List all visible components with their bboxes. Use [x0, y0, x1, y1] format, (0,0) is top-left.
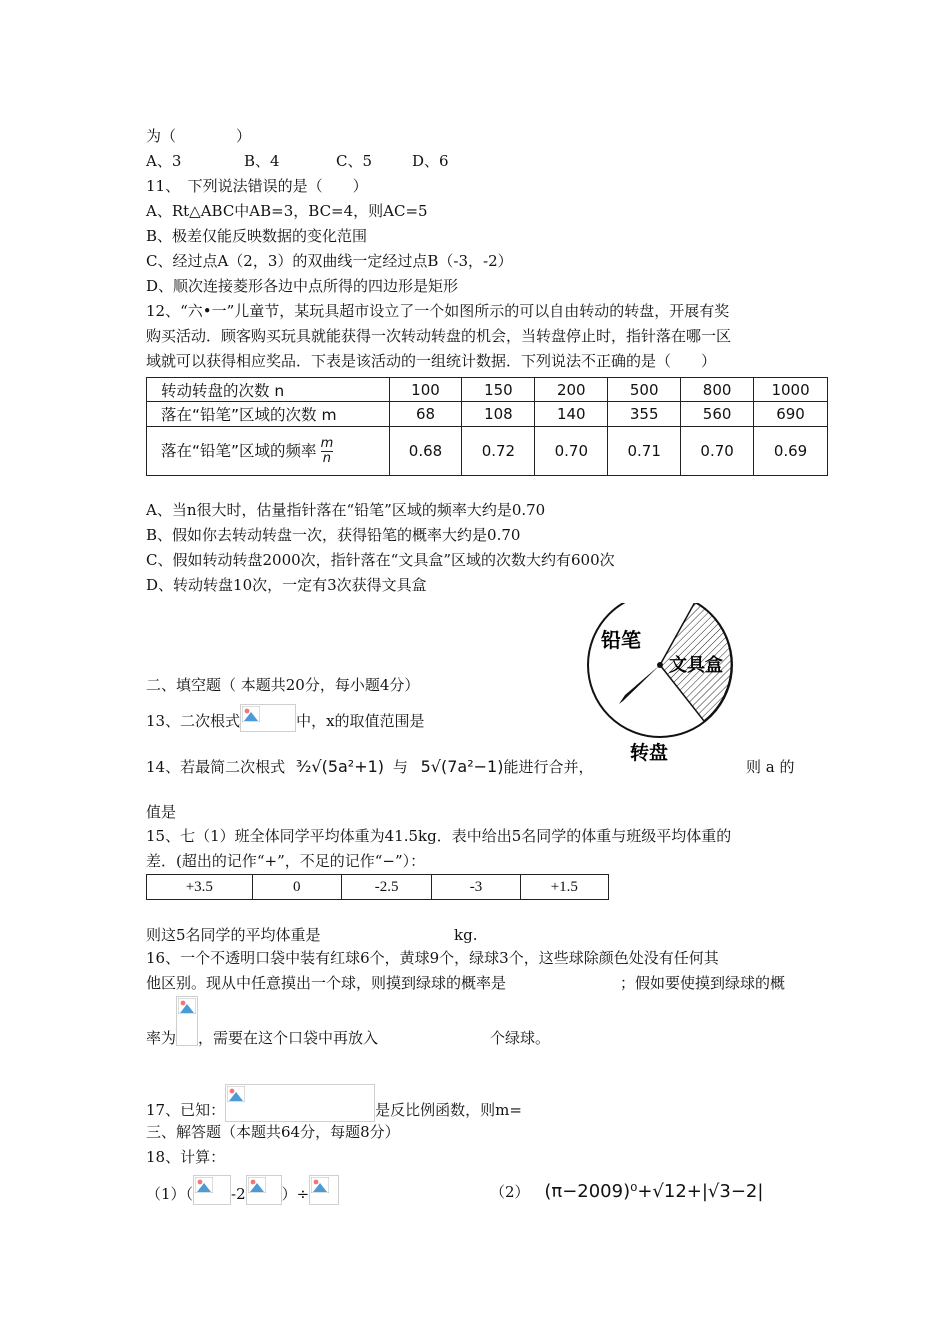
q18-part-2-label: （2） — [490, 1183, 530, 1201]
q11-option-c: C、经过点A（2，3）的双曲线一定经过点B（-3，-2） — [146, 252, 513, 270]
row-label-pencil-frequency — [147, 427, 390, 476]
q15-line-2: 差．(超出的记作“+”，不足的记作“−”）： — [146, 852, 426, 870]
q12-option-d: D、转动转盘10次，一定有3次获得文具盒 — [146, 576, 427, 594]
cell-m: 355 — [608, 402, 681, 427]
row-label-frequency-text: 落在“铅笔”区域的频率 — [161, 441, 317, 460]
cell-n: 1000 — [754, 378, 828, 402]
q15-result-unit: kg. — [454, 926, 478, 944]
table-row — [147, 875, 609, 900]
broken-image-icon — [225, 1084, 375, 1122]
q12-option-a: A、当n很大时，估量指针落在“铅笔”区域的频率大约是0.70 — [146, 501, 546, 519]
cell-diff: +3.5 — [147, 875, 253, 900]
broken-image-icon — [193, 1175, 231, 1205]
q18-stem: 18、计算： — [146, 1148, 226, 1166]
spinner-caption: 转盘 — [630, 742, 669, 764]
fraction-numerator: m — [320, 435, 334, 451]
q14-line-2: 值是 — [146, 803, 177, 821]
q13-pre: 13、二次根式 — [146, 712, 241, 730]
row-label-pencil-count: 落在“铅笔”区域的次数 m — [147, 402, 390, 427]
q12-option-c: C、假如转动转盘2000次，指针落在“文具盒”区域的次数大约有600次 — [146, 551, 615, 569]
q16-line-1: 16、一个不透明口袋中装有红球6个，黄球9个，绿球3个，这些球除颜色处没有任何其 — [146, 949, 719, 967]
q15-result — [146, 925, 477, 945]
cell-freq: 0.70 — [681, 427, 754, 476]
q12-line-2: 购买活动．顾客购买玩具就能获得一次转动转盘的机会，当转盘停止时，指针落在哪一区 — [146, 327, 732, 345]
cell-m: 140 — [535, 402, 608, 427]
q11-option-a: A、Rt△ABC中AB=3，BC=4，则AC=5 — [146, 202, 428, 220]
q10-tail: 为（ ） — [146, 127, 252, 145]
q13-post: 中，x的取值范围是 — [296, 712, 425, 730]
q10-options — [146, 151, 449, 171]
q14-pre: 14、若最简二次根式 — [146, 758, 286, 776]
q14 — [146, 757, 593, 777]
broken-image-icon — [246, 1175, 282, 1205]
q18-part-2-expr: (π−2009)⁰+√12+|√3−2| — [544, 1181, 764, 1202]
q14-tail: 则 a 的 — [746, 758, 795, 776]
q16-line-2-pre: 他区别。现从中任意摸出一个球，则摸到绿球的概率是 — [146, 974, 507, 992]
table-row — [147, 427, 828, 476]
table-row — [147, 402, 828, 427]
cell-freq: 0.69 — [754, 427, 828, 476]
fraction-denominator: n — [322, 450, 332, 466]
cell-m: 560 — [681, 402, 754, 427]
cell-diff: 0 — [252, 875, 341, 900]
cell-diff: -2.5 — [341, 875, 431, 900]
spinner-stats-table — [146, 377, 828, 476]
q10-option-d: D、6 — [412, 152, 449, 170]
q16-line-3-pre: 率为 — [146, 1029, 177, 1047]
cell-n: 100 — [389, 378, 462, 402]
q16-line-3 — [146, 1028, 550, 1048]
q14-post: 能进行合并， — [503, 758, 594, 776]
spinner-figure — [583, 603, 743, 765]
cell-n: 200 — [535, 378, 608, 402]
cell-m: 108 — [462, 402, 535, 427]
q14-mid: 与 — [392, 758, 408, 776]
q17-pre: 17、已知： — [146, 1101, 226, 1119]
cell-n: 800 — [681, 378, 754, 402]
cell-freq: 0.71 — [608, 427, 681, 476]
q11-option-d: D、顺次连接菱形各边中点所得的四边形是矩形 — [146, 277, 459, 295]
q14-expr-1: ³⁄₂√(5a²+1) — [295, 757, 385, 776]
cell-diff: -3 — [432, 875, 520, 900]
q17-post: 是反比例函数，则m= — [375, 1101, 522, 1119]
section-2-title: 二、填空题（ 本题共20分，每小题4分） — [146, 676, 420, 694]
q18-part-1 — [146, 1180, 339, 1210]
table-row — [147, 378, 828, 402]
cell-freq: 0.72 — [462, 427, 535, 476]
cell-m: 68 — [389, 402, 462, 427]
fraction-m-over-n — [321, 437, 334, 466]
cell-n: 500 — [608, 378, 681, 402]
q12-line-3: 域就可以获得相应奖品．下表是该活动的一组统计数据．下列说法不正确的是（ ） — [146, 352, 717, 370]
q18-part-2 — [490, 1182, 763, 1202]
section-3-title: 三、解答题（本题共64分，每题8分） — [146, 1123, 400, 1141]
q11-option-b: B、极差仅能反映数据的变化范围 — [146, 227, 368, 245]
row-label-spins: 转动转盘的次数 n — [147, 378, 390, 402]
q12-option-b: B、假如你去转动转盘一次，获得铅笔的概率大约是0.70 — [146, 526, 521, 544]
cell-n: 150 — [462, 378, 535, 402]
q15-line-1: 15、七（1）班全体同学平均体重为41.5kg．表中给出5名同学的体重与班级平均体重的 — [146, 827, 732, 845]
spinner-center — [657, 662, 663, 668]
cell-diff: +1.5 — [520, 875, 608, 900]
q11-stem: 11、 下列说法错误的是（ ） — [146, 177, 368, 195]
broken-image-icon — [309, 1175, 339, 1205]
q12-line-1: 12、“六•一”儿童节，某玩具超市设立了一个如图所示的可以自由转动的转盘，开展有奖 — [146, 302, 730, 320]
cell-m: 690 — [754, 402, 828, 427]
q10-option-c: C、5 — [336, 152, 373, 170]
pencil-label: 铅笔 — [601, 628, 641, 652]
q13 — [146, 708, 425, 736]
q16-line-3-post: 个绿球。 — [490, 1029, 551, 1047]
weight-diff-table — [146, 874, 609, 900]
q14-expr-2: 5√(7a²−1) — [420, 757, 504, 776]
cell-freq: 0.70 — [535, 427, 608, 476]
q18-part-1-minus: -2 — [231, 1185, 246, 1203]
broken-image-icon — [240, 704, 296, 732]
q18-part-1-label: （1）（ — [146, 1185, 194, 1203]
q18-part-1-close: ）÷ — [281, 1185, 310, 1203]
q16-line-3-mid: ，需要在这个口袋中再放入 — [198, 1029, 379, 1047]
q15-result-pre: 则这5名同学的平均体重是 — [146, 926, 321, 944]
q10-option-a: A、3 — [146, 152, 182, 170]
cell-freq: 0.68 — [389, 427, 462, 476]
q16-line-2 — [146, 973, 785, 993]
q10-option-b: B、4 — [244, 152, 280, 170]
q16-line-2-post: ；假如要使摸到绿球的概 — [620, 974, 786, 992]
stationery-box-label: 文具盒 — [669, 655, 723, 676]
